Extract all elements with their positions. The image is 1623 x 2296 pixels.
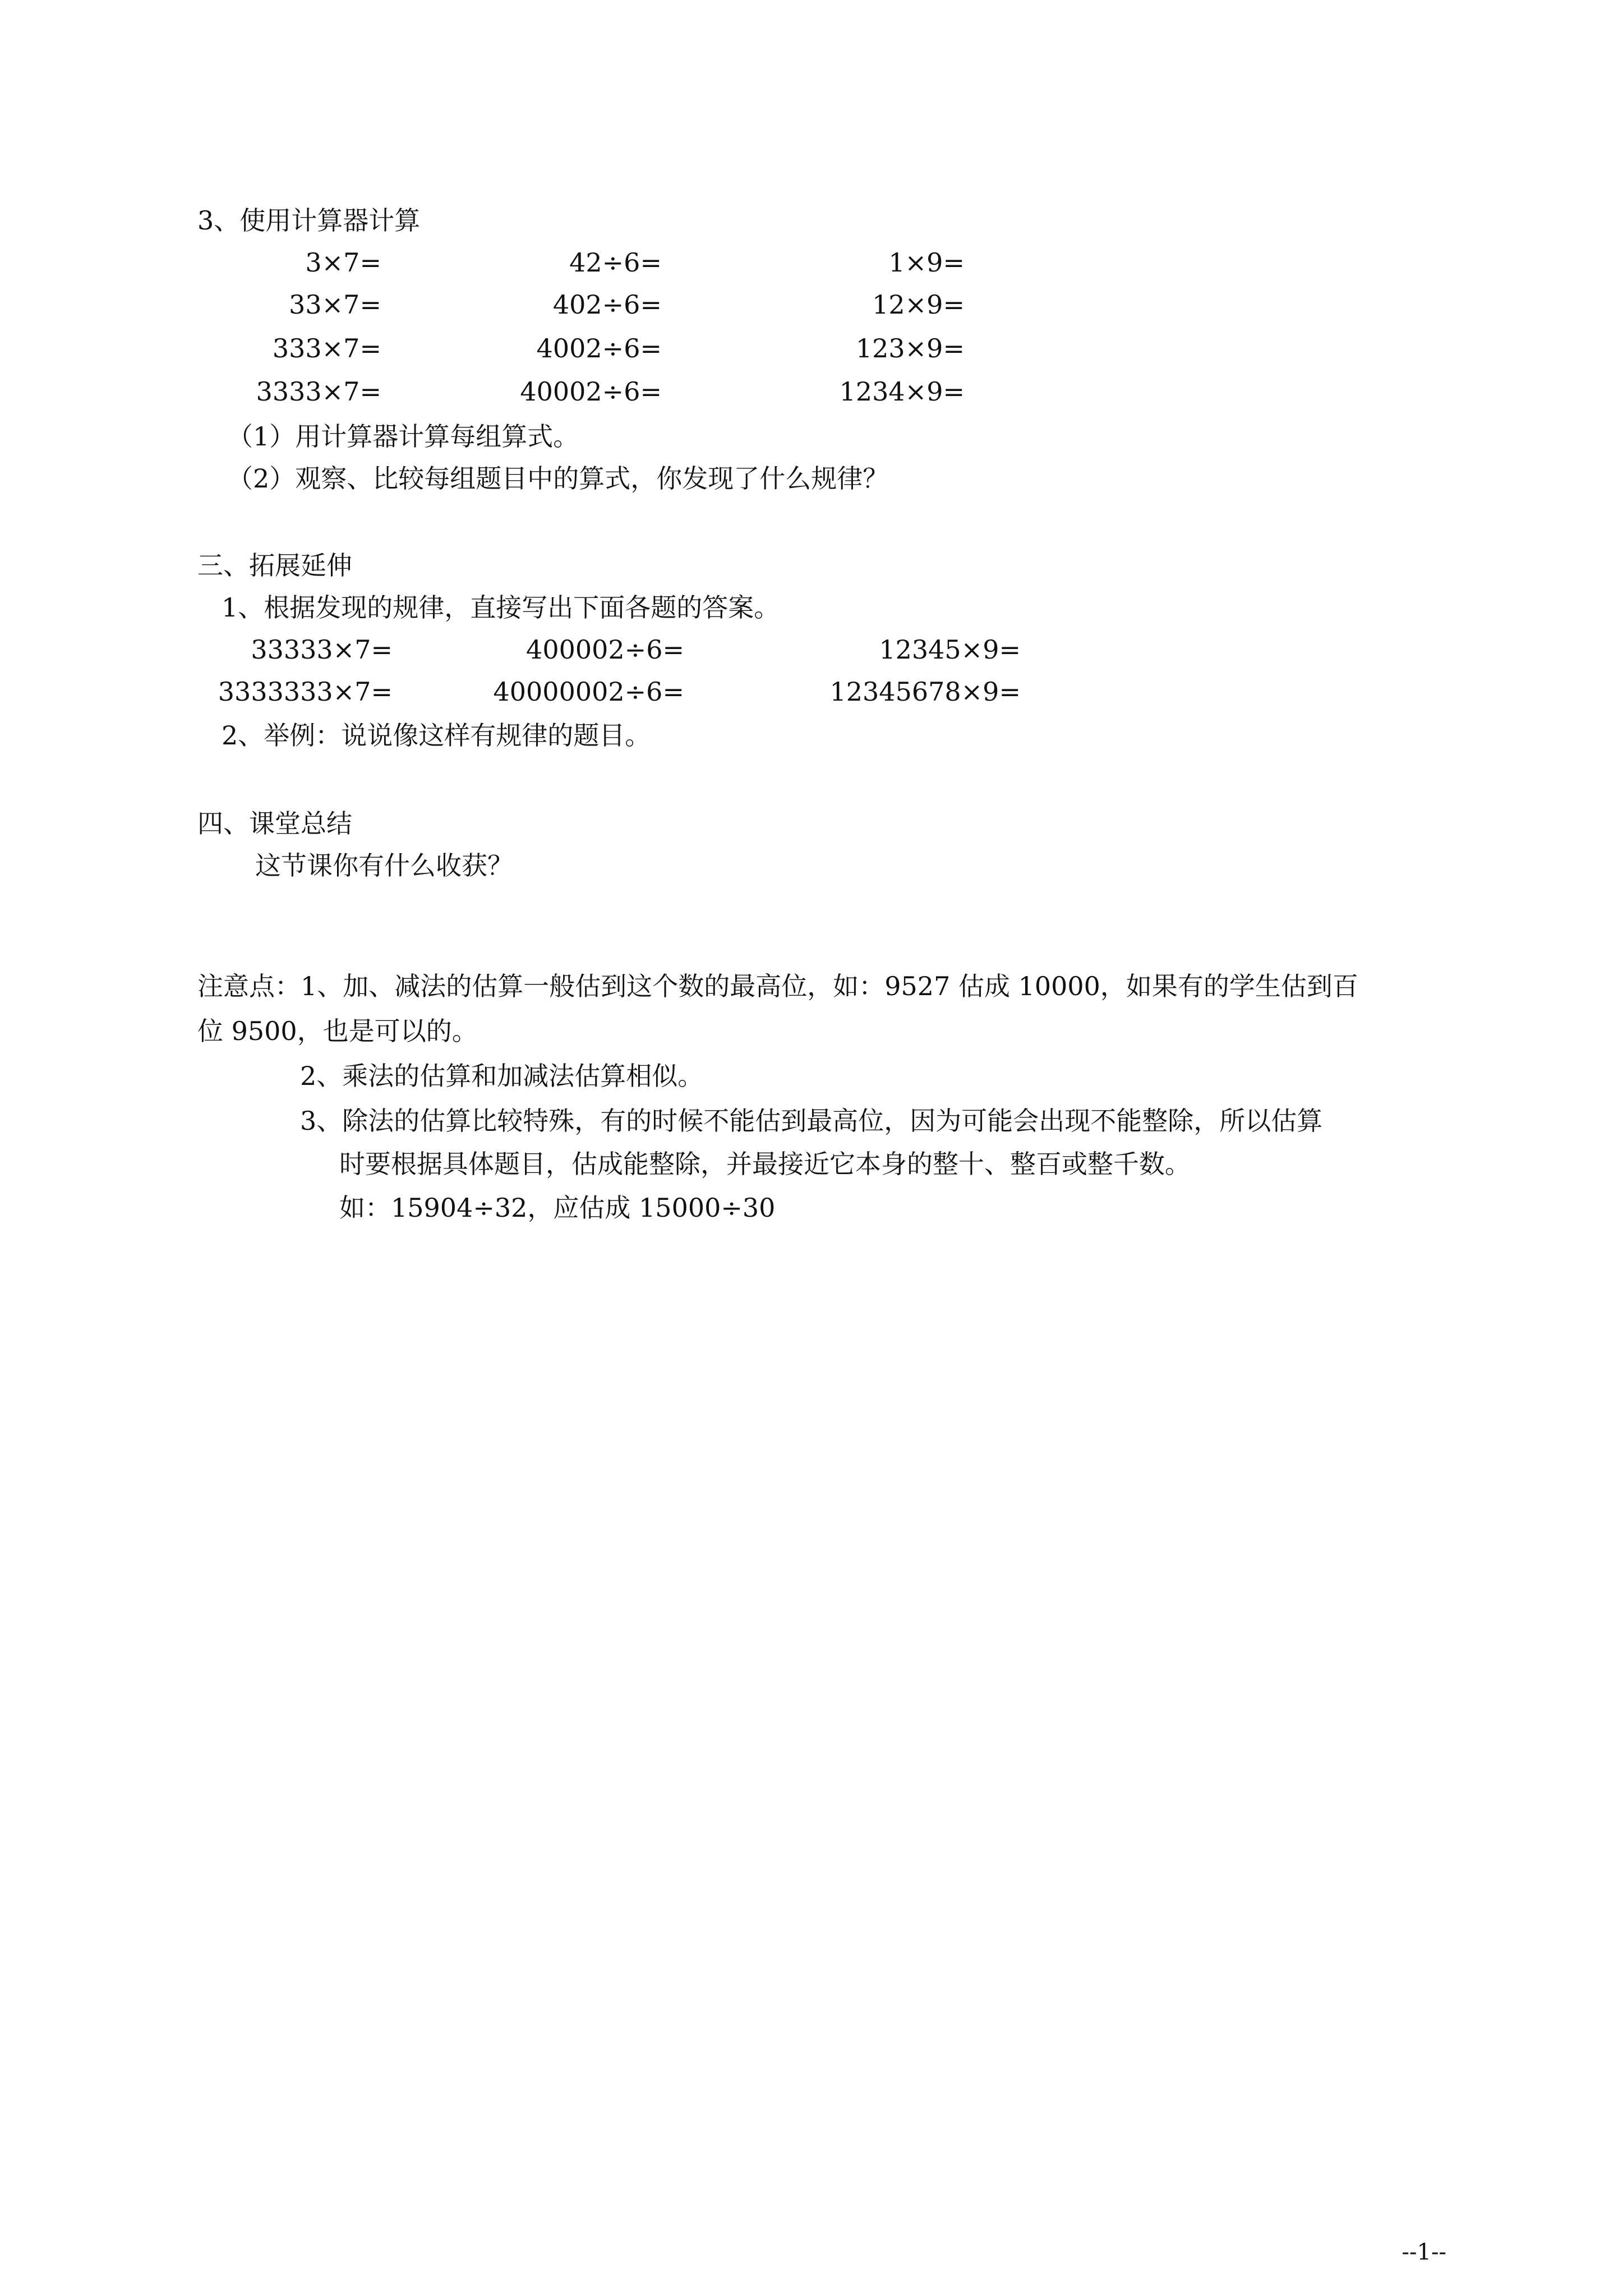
calc-row-4-a: 3333×7= bbox=[256, 376, 381, 407]
extension-row-2-b: 40000002÷6= bbox=[493, 677, 684, 707]
section3-heading: 3、使用计算器计算 bbox=[197, 205, 421, 236]
extension-row-2-c: 12345678×9= bbox=[829, 677, 1021, 707]
extension-item-1: 1、根据发现的规律，直接写出下面各题的答案。 bbox=[222, 592, 780, 623]
calc-row-1 bbox=[0, 247, 1623, 283]
calc-row-3 bbox=[0, 335, 1623, 369]
notes-line-1: 注意点：1、加、减法的估算一般估到这个数的最高位，如：9527 估成 10000，如果有的学生估到百 bbox=[197, 971, 1358, 1001]
summary-heading: 四、课堂总结 bbox=[197, 808, 352, 839]
notes-line-2: 2、乘法的估算和加减法估算相似。 bbox=[300, 1061, 704, 1091]
section3-question-1: （1）用计算器计算每组算式。 bbox=[227, 421, 579, 452]
calc-row-1-a: 3×7= bbox=[305, 247, 381, 278]
extension-row-2 bbox=[0, 679, 1623, 712]
notes-line-1-continued: 位 9500，也是可以的。 bbox=[197, 1016, 478, 1046]
notes-line-3: 3、除法的估算比较特殊，有的时候不能估到最高位，因为可能会出现不能整除，所以估算 bbox=[300, 1106, 1323, 1136]
calc-row-3-b: 4002÷6= bbox=[536, 333, 662, 364]
calc-row-2-a: 33×7= bbox=[289, 289, 381, 320]
extension-row-1-c: 12345×9= bbox=[879, 634, 1021, 665]
page-number: --1-- bbox=[1401, 2239, 1446, 2265]
calc-row-3-c: 123×9= bbox=[855, 333, 965, 364]
calc-row-2-c: 12×9= bbox=[872, 289, 965, 320]
extension-row-1 bbox=[0, 634, 1623, 670]
calc-row-4 bbox=[0, 376, 1623, 412]
calc-row-1-c: 1×9= bbox=[888, 247, 965, 278]
extension-row-1-a: 33333×7= bbox=[251, 634, 393, 665]
extension-item-2: 2、举例：说说像这样有规律的题目。 bbox=[222, 720, 651, 751]
extension-row-1-b: 400002÷6= bbox=[526, 634, 684, 665]
calc-row-4-b: 40002÷6= bbox=[520, 376, 662, 407]
summary-text: 这节课你有什么收获？ bbox=[255, 850, 513, 881]
extension-row-2-a: 3333333×7= bbox=[218, 677, 393, 707]
calc-row-2-b: 402÷6= bbox=[552, 289, 662, 320]
section3-question-2: （2）观察、比较每组题目中的算式，你发现了什么规律？ bbox=[227, 463, 889, 494]
calc-row-2 bbox=[0, 289, 1623, 325]
calc-row-3-a: 333×7= bbox=[272, 333, 381, 364]
extension-heading: 三、拓展延伸 bbox=[197, 550, 352, 581]
calc-row-4-c: 1234×9= bbox=[839, 376, 965, 407]
notes-line-3-continued: 时要根据具体题目，估成能整除，并最接近它本身的整十、整百或整千数。 bbox=[339, 1149, 1191, 1179]
notes-example: 如：15904÷32，应估成 15000÷30 bbox=[339, 1193, 776, 1223]
calc-row-1-b: 42÷6= bbox=[569, 247, 662, 278]
